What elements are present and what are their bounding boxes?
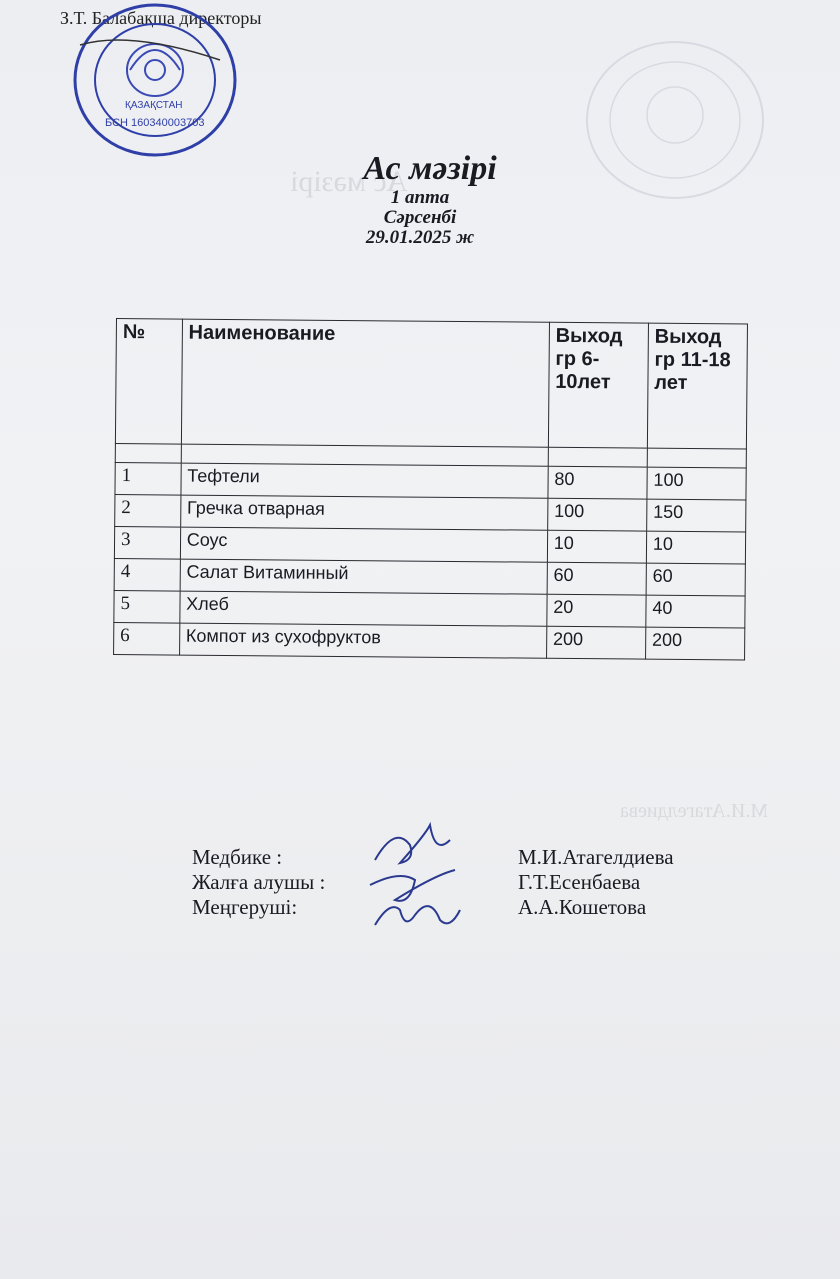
dish-name: Гречка отварная: [180, 495, 547, 530]
header-output-6-10: Выход гр 6-10лет: [548, 322, 648, 448]
signature-role: Жалға алушы :: [192, 870, 326, 894]
dish-name: Тефтели: [181, 463, 548, 498]
signature-block: [192, 845, 712, 920]
svg-text:БСН 160340003703: БСН 160340003703: [105, 117, 205, 129]
bleed-through-text: М.И.Атагелдиева: [620, 800, 769, 822]
row-number: 4: [114, 558, 180, 591]
page-title: Ас мәзірі: [363, 150, 497, 187]
output-11-18: 100: [647, 467, 746, 500]
dish-name: Салат Витаминный: [180, 559, 547, 594]
row-number: 6: [114, 622, 180, 655]
table-header-row: [115, 319, 747, 450]
header-output-11-18: Выход гр 11-18 лет: [647, 323, 747, 449]
signature-name: Г.Т.Есенбаева: [518, 870, 641, 894]
row-number: 5: [114, 590, 180, 623]
output-6-10: 100: [547, 498, 646, 531]
dish-name: Хлеб: [180, 591, 547, 626]
empty-cell: [647, 448, 746, 468]
header-number: №: [115, 319, 182, 445]
output-11-18: 150: [647, 499, 746, 532]
output-6-10: 200: [546, 626, 645, 659]
output-11-18: 60: [646, 563, 745, 596]
approval-line: З.Т. Балабақша директоры: [60, 8, 262, 28]
signature-role: Меңгеруші:: [192, 895, 298, 919]
output-11-18: 200: [645, 627, 744, 660]
menu-table: [113, 318, 748, 661]
output-6-10: 80: [548, 466, 647, 499]
output-6-10: 20: [547, 594, 646, 627]
header-name: Наименование: [181, 319, 549, 447]
signature-row: [192, 845, 712, 870]
dish-name: Компот из сухофруктов: [179, 623, 546, 658]
output-11-18: 40: [646, 595, 745, 628]
table-row: [114, 622, 745, 660]
row-number: 1: [115, 462, 181, 495]
date-label: 29.01.2025 ж: [365, 227, 475, 248]
official-stamp: [70, 0, 240, 160]
row-number: 3: [114, 526, 180, 559]
day-label: Сәрсенбі: [383, 207, 457, 228]
empty-cell: [115, 443, 181, 463]
dish-name: Соус: [180, 527, 547, 562]
bleed-through-text: Ас мәзірі: [290, 165, 408, 198]
week-label: 1 апта: [390, 187, 450, 208]
signature-role: Медбике :: [192, 845, 283, 869]
output-11-18: 10: [646, 531, 745, 564]
signature-name: А.А.Кошетова: [518, 895, 647, 919]
output-6-10: 10: [547, 530, 646, 563]
output-6-10: 60: [547, 562, 646, 595]
title-block: [0, 150, 840, 248]
signature-row: [192, 870, 712, 895]
empty-cell: [548, 447, 647, 467]
signature-row: [192, 895, 712, 920]
row-number: 2: [115, 494, 181, 527]
svg-text:ҚАЗАҚСТАН: ҚАЗАҚСТАН: [125, 100, 183, 111]
signature-name: М.И.Атагелдиева: [518, 845, 674, 869]
